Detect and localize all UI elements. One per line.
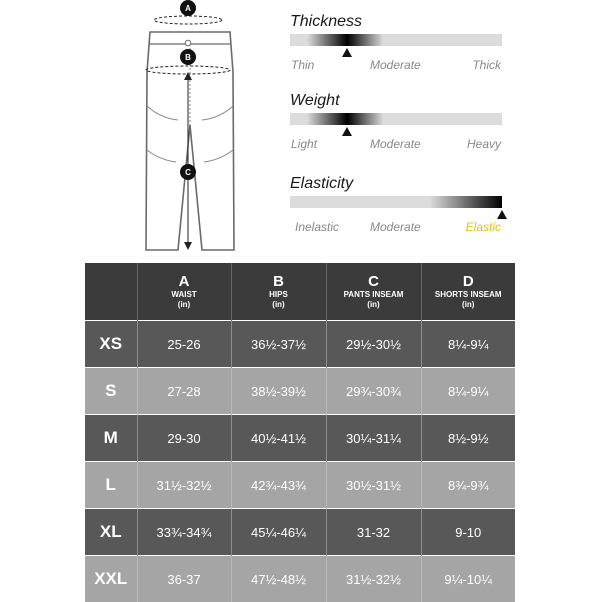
scale-marker-icon (342, 127, 352, 136)
waist-cell: 36-37 (137, 556, 231, 602)
scale-labels (290, 58, 502, 74)
scale-title: Elasticity (290, 174, 502, 194)
column-header-pants-inseam (326, 263, 421, 321)
marker-a-label: A (185, 4, 191, 13)
marker-b-label: B (185, 53, 191, 62)
thickness-bar (290, 34, 502, 46)
size-chart-table (85, 263, 515, 602)
column-unit: (in) (422, 300, 516, 309)
column-name: HIPS (232, 290, 326, 300)
thickness-scale (290, 12, 502, 74)
pants-diagram (130, 0, 250, 260)
weight-bar (290, 113, 502, 125)
marker-c-label: C (185, 168, 191, 177)
shorts-inseam-cell: 8¼-9¼ (421, 368, 515, 415)
scale-label-mid: Moderate (370, 220, 421, 234)
scale-title: Thickness (290, 12, 502, 32)
waist-cell: 29-30 (137, 415, 231, 462)
scale-marker-icon (497, 210, 507, 219)
scale-label-high: Elastic (466, 220, 501, 234)
scale-label-mid: Moderate (370, 58, 421, 72)
size-label: S (85, 368, 137, 415)
table-row (85, 462, 515, 509)
waist-measure-line (154, 16, 222, 24)
pants-inseam-cell: 29¾-30¾ (326, 368, 421, 415)
waist-cell: 31½-32½ (137, 462, 231, 509)
column-name: SHORTS INSEAM (422, 290, 516, 300)
hips-cell: 40½-41½ (231, 415, 326, 462)
table-header-row (85, 263, 515, 321)
column-name: WAIST (138, 290, 231, 300)
column-letter: B (232, 274, 326, 290)
table-row (85, 509, 515, 556)
scale-label-high: Heavy (467, 137, 501, 151)
pants-inseam-cell: 31-32 (326, 509, 421, 556)
column-unit: (in) (138, 300, 231, 309)
shorts-inseam-cell: 8¼-9¼ (421, 321, 515, 368)
column-unit: (in) (327, 300, 421, 309)
scale-title: Weight (290, 91, 502, 111)
scale-labels (290, 220, 502, 236)
size-label: XL (85, 509, 137, 556)
shorts-inseam-cell: 9-10 (421, 509, 515, 556)
table-row (85, 556, 515, 602)
shorts-inseam-cell: 9¼-10¼ (421, 556, 515, 602)
waist-cell: 33¾-34¾ (137, 509, 231, 556)
column-header-shorts-inseam (421, 263, 515, 321)
header-corner (85, 263, 137, 321)
scale-label-low: Light (291, 137, 317, 151)
table-row (85, 321, 515, 368)
size-label: XS (85, 321, 137, 368)
column-name: PANTS INSEAM (327, 290, 421, 300)
hips-cell: 38½-39½ (231, 368, 326, 415)
pants-inseam-cell: 30½-31½ (326, 462, 421, 509)
waist-cell: 27-28 (137, 368, 231, 415)
hips-cell: 47½-48½ (231, 556, 326, 602)
pants-inseam-cell: 29½-30½ (326, 321, 421, 368)
column-header-hips (231, 263, 326, 321)
column-unit: (in) (232, 300, 326, 309)
scale-label-low: Thin (291, 58, 314, 72)
table-row (85, 415, 515, 462)
scale-label-mid: Moderate (370, 137, 421, 151)
elasticity-scale (290, 174, 502, 236)
column-letter: C (327, 274, 421, 290)
waist-cell: 25-26 (137, 321, 231, 368)
column-header-waist (137, 263, 231, 321)
column-letter: A (138, 274, 231, 290)
size-label: XXL (85, 556, 137, 602)
scale-label-high: Thick (472, 58, 501, 72)
pants-inseam-cell: 30¼-31¼ (326, 415, 421, 462)
table-row (85, 368, 515, 415)
scale-labels (290, 137, 502, 153)
shorts-inseam-cell: 8¾-9¾ (421, 462, 515, 509)
arrow-down-icon (184, 242, 192, 250)
hips-cell: 36½-37½ (231, 321, 326, 368)
hips-cell: 42¾-43¾ (231, 462, 326, 509)
scale-marker-icon (342, 48, 352, 57)
scale-label-low: Inelastic (295, 220, 339, 234)
pants-inseam-cell: 31½-32½ (326, 556, 421, 602)
elasticity-bar (290, 196, 502, 208)
shorts-inseam-cell: 8½-9½ (421, 415, 515, 462)
size-label: M (85, 415, 137, 462)
hips-cell: 45¼-46¼ (231, 509, 326, 556)
size-label: L (85, 462, 137, 509)
column-letter: D (422, 274, 516, 290)
weight-scale (290, 91, 502, 153)
